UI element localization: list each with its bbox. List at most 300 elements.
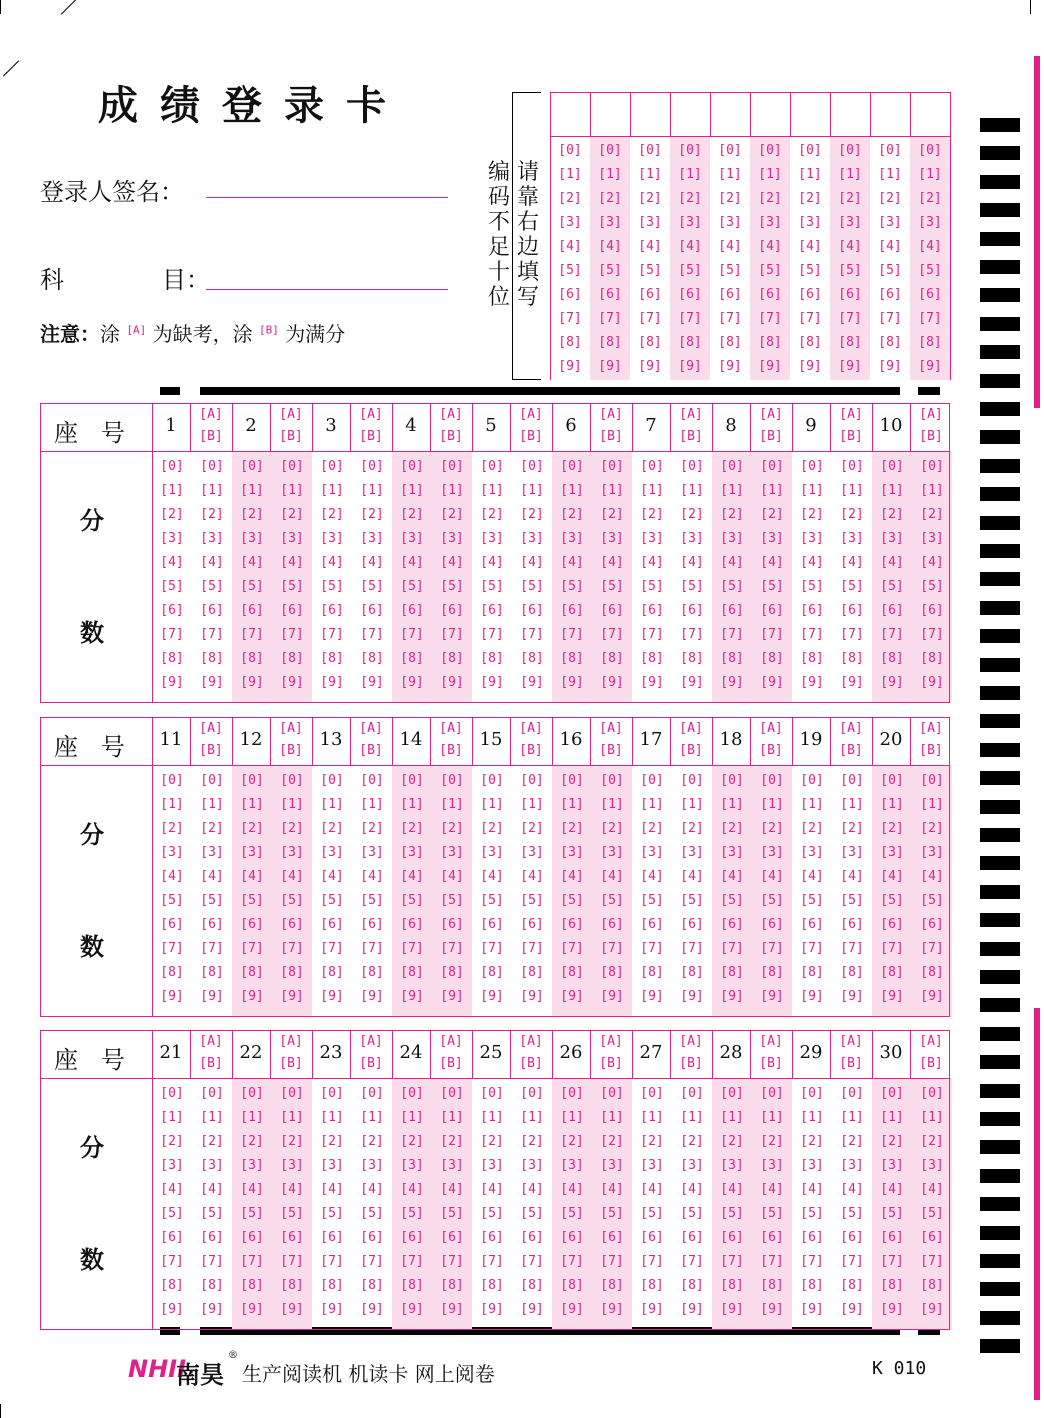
score-digit-bubble[interactable]: [1] [840, 483, 864, 498]
score-digit-bubble[interactable]: [6] [720, 603, 744, 618]
score-digit-bubble[interactable]: [9] [520, 989, 544, 1004]
score-digit-bubble[interactable]: [0] [280, 459, 304, 474]
code-bubble[interactable]: [7] [758, 311, 782, 326]
bubble-absent-a[interactable]: [A] [599, 407, 623, 422]
score-digit-bubble[interactable]: [9] [560, 1302, 584, 1317]
score-digit-bubble[interactable]: [6] [360, 1230, 384, 1245]
score-digit-bubble[interactable]: [3] [920, 531, 944, 546]
bubble-full-b[interactable]: [B] [279, 743, 303, 758]
score-digit-bubble[interactable]: [1] [680, 797, 704, 812]
score-digit-bubble[interactable]: [3] [520, 531, 544, 546]
bubble-full-b[interactable]: [B] [839, 1056, 863, 1071]
score-digit-bubble[interactable]: [0] [400, 1086, 424, 1101]
score-digit-bubble[interactable]: [9] [280, 675, 304, 690]
code-bubble[interactable]: [7] [798, 311, 822, 326]
code-bubble[interactable]: [8] [838, 335, 862, 350]
score-digit-bubble[interactable]: [0] [720, 773, 744, 788]
score-digit-bubble[interactable]: [3] [280, 1158, 304, 1173]
score-digit-bubble[interactable]: [6] [320, 1230, 344, 1245]
score-digit-bubble[interactable]: [8] [240, 651, 264, 666]
score-digit-bubble[interactable]: [4] [240, 1182, 264, 1197]
score-digit-bubble[interactable]: [5] [560, 1206, 584, 1221]
score-digit-bubble[interactable]: [4] [760, 1182, 784, 1197]
score-digit-bubble[interactable]: [6] [840, 603, 864, 618]
code-bubble[interactable]: [9] [758, 359, 782, 374]
score-digit-bubble[interactable]: [2] [760, 1134, 784, 1149]
code-bubble[interactable]: [4] [798, 239, 822, 254]
score-digit-bubble[interactable]: [3] [160, 1158, 184, 1173]
bubble-full-b[interactable]: [B] [359, 429, 383, 444]
score-digit-bubble[interactable]: [8] [560, 651, 584, 666]
code-bubble[interactable]: [9] [838, 359, 862, 374]
score-digit-bubble[interactable]: [5] [520, 893, 544, 908]
code-bubble[interactable]: [1] [878, 167, 902, 182]
score-digit-bubble[interactable]: [7] [760, 941, 784, 956]
score-digit-bubble[interactable]: [2] [800, 507, 824, 522]
score-digit-bubble[interactable]: [0] [840, 773, 864, 788]
score-digit-bubble[interactable]: [7] [880, 627, 904, 642]
score-digit-bubble[interactable]: [2] [520, 1134, 544, 1149]
score-digit-bubble[interactable]: [7] [640, 627, 664, 642]
score-digit-bubble[interactable]: [5] [440, 1206, 464, 1221]
score-digit-bubble[interactable]: [7] [200, 1254, 224, 1269]
score-digit-bubble[interactable]: [8] [200, 1278, 224, 1293]
bubble-absent-a[interactable]: [A] [279, 721, 303, 736]
score-digit-bubble[interactable]: [1] [640, 1110, 664, 1125]
score-digit-bubble[interactable]: [5] [440, 579, 464, 594]
score-digit-bubble[interactable]: [3] [400, 1158, 424, 1173]
score-digit-bubble[interactable]: [5] [480, 579, 504, 594]
code-bubble[interactable]: [4] [558, 239, 582, 254]
code-bubble[interactable]: [2] [598, 191, 622, 206]
code-bubble[interactable]: [2] [638, 191, 662, 206]
score-digit-bubble[interactable]: [9] [160, 989, 184, 1004]
score-digit-bubble[interactable]: [4] [320, 869, 344, 884]
score-digit-bubble[interactable]: [6] [920, 603, 944, 618]
score-digit-bubble[interactable]: [0] [720, 1086, 744, 1101]
score-digit-bubble[interactable]: [2] [480, 1134, 504, 1149]
bubble-full-b[interactable]: [B] [599, 1056, 623, 1071]
score-digit-bubble[interactable]: [3] [360, 1158, 384, 1173]
code-bubble[interactable]: [8] [718, 335, 742, 350]
score-digit-bubble[interactable]: [7] [600, 1254, 624, 1269]
score-digit-bubble[interactable]: [8] [600, 965, 624, 980]
score-digit-bubble[interactable]: [3] [200, 845, 224, 860]
score-digit-bubble[interactable]: [0] [680, 773, 704, 788]
score-digit-bubble[interactable]: [9] [320, 1302, 344, 1317]
code-bubble[interactable]: [7] [838, 311, 862, 326]
score-digit-bubble[interactable]: [0] [640, 459, 664, 474]
bubble-absent-a[interactable]: [A] [359, 1034, 383, 1049]
score-digit-bubble[interactable]: [7] [200, 627, 224, 642]
code-bubble[interactable]: [8] [758, 335, 782, 350]
score-digit-bubble[interactable]: [6] [360, 917, 384, 932]
score-digit-bubble[interactable]: [7] [160, 1254, 184, 1269]
score-digit-bubble[interactable]: [6] [640, 917, 664, 932]
score-digit-bubble[interactable]: [7] [360, 941, 384, 956]
score-digit-bubble[interactable]: [3] [600, 531, 624, 546]
score-digit-bubble[interactable]: [2] [560, 821, 584, 836]
score-digit-bubble[interactable]: [5] [240, 579, 264, 594]
score-digit-bubble[interactable]: [6] [560, 603, 584, 618]
score-digit-bubble[interactable]: [5] [920, 1206, 944, 1221]
score-digit-bubble[interactable]: [0] [840, 1086, 864, 1101]
score-digit-bubble[interactable]: [4] [640, 555, 664, 570]
score-digit-bubble[interactable]: [5] [760, 579, 784, 594]
score-digit-bubble[interactable]: [1] [880, 797, 904, 812]
score-digit-bubble[interactable]: [7] [720, 1254, 744, 1269]
score-digit-bubble[interactable]: [1] [920, 1110, 944, 1125]
score-digit-bubble[interactable]: [5] [280, 893, 304, 908]
score-digit-bubble[interactable]: [1] [560, 797, 584, 812]
score-digit-bubble[interactable]: [8] [640, 651, 664, 666]
score-digit-bubble[interactable]: [3] [520, 845, 544, 860]
score-digit-bubble[interactable]: [8] [280, 965, 304, 980]
score-digit-bubble[interactable]: [1] [600, 797, 624, 812]
score-digit-bubble[interactable]: [8] [720, 965, 744, 980]
score-digit-bubble[interactable]: [3] [640, 1158, 664, 1173]
score-digit-bubble[interactable]: [0] [360, 1086, 384, 1101]
score-digit-bubble[interactable]: [0] [880, 459, 904, 474]
score-digit-bubble[interactable]: [7] [800, 941, 824, 956]
score-digit-bubble[interactable]: [2] [680, 1134, 704, 1149]
score-digit-bubble[interactable]: [7] [160, 627, 184, 642]
code-write-box[interactable] [750, 92, 791, 137]
code-bubble[interactable]: [4] [678, 239, 702, 254]
code-bubble[interactable]: [2] [798, 191, 822, 206]
score-digit-bubble[interactable]: [7] [840, 627, 864, 642]
score-digit-bubble[interactable]: [1] [880, 1110, 904, 1125]
score-digit-bubble[interactable]: [9] [800, 675, 824, 690]
score-digit-bubble[interactable]: [6] [640, 1230, 664, 1245]
score-digit-bubble[interactable]: [1] [720, 797, 744, 812]
score-digit-bubble[interactable]: [1] [760, 797, 784, 812]
score-digit-bubble[interactable]: [3] [360, 531, 384, 546]
score-digit-bubble[interactable]: [6] [840, 1230, 864, 1245]
score-digit-bubble[interactable]: [3] [240, 1158, 264, 1173]
bubble-absent-a[interactable]: [A] [199, 407, 223, 422]
score-digit-bubble[interactable]: [7] [320, 941, 344, 956]
score-digit-bubble[interactable]: [3] [640, 845, 664, 860]
bubble-absent-a[interactable]: [A] [519, 407, 543, 422]
score-digit-bubble[interactable]: [3] [440, 1158, 464, 1173]
bubble-full-b[interactable]: [B] [599, 743, 623, 758]
code-write-box[interactable] [830, 92, 871, 137]
score-digit-bubble[interactable]: [4] [480, 1182, 504, 1197]
score-digit-bubble[interactable]: [9] [920, 675, 944, 690]
score-digit-bubble[interactable]: [7] [240, 627, 264, 642]
score-digit-bubble[interactable]: [8] [600, 651, 624, 666]
score-digit-bubble[interactable]: [6] [680, 917, 704, 932]
score-digit-bubble[interactable]: [8] [240, 1278, 264, 1293]
score-digit-bubble[interactable]: [9] [200, 675, 224, 690]
score-digit-bubble[interactable]: [3] [880, 1158, 904, 1173]
bubble-full-b[interactable]: [B] [759, 429, 783, 444]
score-digit-bubble[interactable]: [7] [280, 1254, 304, 1269]
score-digit-bubble[interactable]: [5] [640, 893, 664, 908]
score-digit-bubble[interactable]: [0] [480, 1086, 504, 1101]
score-digit-bubble[interactable]: [9] [360, 1302, 384, 1317]
score-digit-bubble[interactable]: [5] [880, 579, 904, 594]
score-digit-bubble[interactable]: [1] [480, 483, 504, 498]
score-digit-bubble[interactable]: [5] [880, 1206, 904, 1221]
score-digit-bubble[interactable]: [8] [640, 1278, 664, 1293]
score-digit-bubble[interactable]: [3] [320, 845, 344, 860]
score-digit-bubble[interactable]: [3] [800, 845, 824, 860]
score-digit-bubble[interactable]: [7] [400, 627, 424, 642]
bubble-absent-a[interactable]: [A] [199, 1034, 223, 1049]
code-bubble[interactable]: [7] [678, 311, 702, 326]
score-digit-bubble[interactable]: [0] [160, 773, 184, 788]
score-digit-bubble[interactable]: [5] [320, 1206, 344, 1221]
score-digit-bubble[interactable]: [2] [200, 1134, 224, 1149]
score-digit-bubble[interactable]: [3] [840, 531, 864, 546]
score-digit-bubble[interactable]: [1] [160, 797, 184, 812]
code-bubble[interactable]: [7] [878, 311, 902, 326]
code-bubble[interactable]: [3] [918, 215, 942, 230]
code-bubble[interactable]: [1] [838, 167, 862, 182]
score-digit-bubble[interactable]: [4] [760, 869, 784, 884]
score-digit-bubble[interactable]: [6] [920, 1230, 944, 1245]
score-digit-bubble[interactable]: [0] [440, 773, 464, 788]
score-digit-bubble[interactable]: [2] [360, 507, 384, 522]
score-digit-bubble[interactable]: [7] [600, 941, 624, 956]
score-digit-bubble[interactable]: [9] [160, 1302, 184, 1317]
score-digit-bubble[interactable]: [1] [360, 1110, 384, 1125]
score-digit-bubble[interactable]: [4] [160, 1182, 184, 1197]
score-digit-bubble[interactable]: [3] [680, 1158, 704, 1173]
score-digit-bubble[interactable]: [2] [560, 507, 584, 522]
score-digit-bubble[interactable]: [2] [720, 821, 744, 836]
score-digit-bubble[interactable]: [3] [640, 531, 664, 546]
score-digit-bubble[interactable]: [5] [480, 1206, 504, 1221]
score-digit-bubble[interactable]: [0] [360, 459, 384, 474]
score-digit-bubble[interactable]: [1] [360, 797, 384, 812]
score-digit-bubble[interactable]: [3] [440, 845, 464, 860]
score-digit-bubble[interactable]: [1] [840, 1110, 864, 1125]
score-digit-bubble[interactable]: [3] [840, 845, 864, 860]
code-bubble[interactable]: [7] [558, 311, 582, 326]
code-bubble[interactable]: [0] [878, 143, 902, 158]
score-digit-bubble[interactable]: [8] [280, 651, 304, 666]
score-digit-bubble[interactable]: [1] [200, 797, 224, 812]
code-bubble[interactable]: [0] [918, 143, 942, 158]
code-bubble[interactable]: [2] [918, 191, 942, 206]
score-digit-bubble[interactable]: [5] [440, 893, 464, 908]
score-digit-bubble[interactable]: [2] [720, 1134, 744, 1149]
score-digit-bubble[interactable]: [1] [440, 797, 464, 812]
score-digit-bubble[interactable]: [2] [680, 507, 704, 522]
score-digit-bubble[interactable]: [8] [840, 651, 864, 666]
code-write-box[interactable] [910, 92, 951, 137]
score-digit-bubble[interactable]: [1] [160, 483, 184, 498]
score-digit-bubble[interactable]: [5] [240, 893, 264, 908]
score-digit-bubble[interactable]: [1] [200, 1110, 224, 1125]
code-bubble[interactable]: [1] [798, 167, 822, 182]
score-digit-bubble[interactable]: [3] [600, 1158, 624, 1173]
score-digit-bubble[interactable]: [0] [560, 459, 584, 474]
score-digit-bubble[interactable]: [7] [920, 1254, 944, 1269]
score-digit-bubble[interactable]: [7] [560, 941, 584, 956]
score-digit-bubble[interactable]: [1] [240, 483, 264, 498]
score-digit-bubble[interactable]: [5] [160, 893, 184, 908]
score-digit-bubble[interactable]: [9] [760, 675, 784, 690]
score-digit-bubble[interactable]: [1] [520, 1110, 544, 1125]
score-digit-bubble[interactable]: [4] [840, 555, 864, 570]
score-digit-bubble[interactable]: [8] [360, 965, 384, 980]
score-digit-bubble[interactable]: [7] [760, 627, 784, 642]
code-bubble[interactable]: [4] [838, 239, 862, 254]
score-digit-bubble[interactable]: [2] [280, 1134, 304, 1149]
score-digit-bubble[interactable]: [8] [360, 651, 384, 666]
score-digit-bubble[interactable]: [6] [880, 917, 904, 932]
score-digit-bubble[interactable]: [2] [360, 1134, 384, 1149]
score-digit-bubble[interactable]: [9] [280, 989, 304, 1004]
score-digit-bubble[interactable]: [2] [400, 1134, 424, 1149]
score-digit-bubble[interactable]: [3] [280, 531, 304, 546]
code-bubble[interactable]: [0] [638, 143, 662, 158]
score-digit-bubble[interactable]: [4] [880, 555, 904, 570]
score-digit-bubble[interactable]: [6] [720, 917, 744, 932]
score-digit-bubble[interactable]: [0] [240, 773, 264, 788]
score-digit-bubble[interactable]: [8] [200, 965, 224, 980]
score-digit-bubble[interactable]: [7] [200, 941, 224, 956]
score-digit-bubble[interactable]: [8] [680, 1278, 704, 1293]
score-digit-bubble[interactable]: [2] [880, 1134, 904, 1149]
score-digit-bubble[interactable]: [4] [200, 555, 224, 570]
score-digit-bubble[interactable]: [0] [760, 459, 784, 474]
code-bubble[interactable]: [3] [678, 215, 702, 230]
score-digit-bubble[interactable]: [9] [400, 1302, 424, 1317]
score-digit-bubble[interactable]: [4] [280, 555, 304, 570]
score-digit-bubble[interactable]: [7] [400, 1254, 424, 1269]
score-digit-bubble[interactable]: [1] [400, 797, 424, 812]
score-digit-bubble[interactable]: [5] [720, 1206, 744, 1221]
bubble-absent-a[interactable]: [A] [439, 1034, 463, 1049]
score-digit-bubble[interactable]: [0] [560, 773, 584, 788]
score-digit-bubble[interactable]: [5] [800, 1206, 824, 1221]
bubble-absent-a[interactable]: [A] [919, 1034, 943, 1049]
code-bubble[interactable]: [8] [878, 335, 902, 350]
score-digit-bubble[interactable]: [1] [640, 483, 664, 498]
code-bubble[interactable]: [6] [558, 287, 582, 302]
score-digit-bubble[interactable]: [4] [800, 1182, 824, 1197]
score-digit-bubble[interactable]: [9] [240, 1302, 264, 1317]
score-digit-bubble[interactable]: [0] [240, 459, 264, 474]
code-bubble[interactable]: [7] [718, 311, 742, 326]
bubble-full-b[interactable]: [B] [759, 743, 783, 758]
score-digit-bubble[interactable]: [5] [400, 579, 424, 594]
score-digit-bubble[interactable]: [2] [240, 1134, 264, 1149]
score-digit-bubble[interactable]: [8] [720, 1278, 744, 1293]
score-digit-bubble[interactable]: [4] [680, 555, 704, 570]
score-digit-bubble[interactable]: [1] [480, 797, 504, 812]
score-digit-bubble[interactable]: [5] [400, 1206, 424, 1221]
code-bubble[interactable]: [1] [558, 167, 582, 182]
score-digit-bubble[interactable]: [8] [760, 965, 784, 980]
score-digit-bubble[interactable]: [7] [720, 627, 744, 642]
code-bubble[interactable]: [5] [798, 263, 822, 278]
code-bubble[interactable]: [0] [718, 143, 742, 158]
bubble-absent-a[interactable]: [A] [679, 1034, 703, 1049]
score-digit-bubble[interactable]: [5] [840, 1206, 864, 1221]
score-digit-bubble[interactable]: [3] [840, 1158, 864, 1173]
score-digit-bubble[interactable]: [7] [400, 941, 424, 956]
code-bubble[interactable]: [3] [758, 215, 782, 230]
score-digit-bubble[interactable]: [3] [760, 845, 784, 860]
score-digit-bubble[interactable]: [9] [280, 1302, 304, 1317]
score-digit-bubble[interactable]: [1] [400, 483, 424, 498]
score-digit-bubble[interactable]: [5] [160, 1206, 184, 1221]
score-digit-bubble[interactable]: [8] [480, 1278, 504, 1293]
code-bubble[interactable]: [6] [838, 287, 862, 302]
score-digit-bubble[interactable]: [1] [800, 797, 824, 812]
score-digit-bubble[interactable]: [7] [480, 1254, 504, 1269]
score-digit-bubble[interactable]: [5] [320, 893, 344, 908]
score-digit-bubble[interactable]: [4] [320, 1182, 344, 1197]
score-digit-bubble[interactable]: [8] [600, 1278, 624, 1293]
score-digit-bubble[interactable]: [8] [920, 1278, 944, 1293]
bubble-absent-a[interactable]: [A] [439, 721, 463, 736]
score-digit-bubble[interactable]: [5] [360, 579, 384, 594]
score-digit-bubble[interactable]: [9] [600, 675, 624, 690]
bubble-full-b[interactable]: [B] [519, 743, 543, 758]
score-digit-bubble[interactable]: [4] [560, 555, 584, 570]
score-digit-bubble[interactable]: [4] [560, 1182, 584, 1197]
score-digit-bubble[interactable]: [9] [560, 989, 584, 1004]
score-digit-bubble[interactable]: [0] [840, 459, 864, 474]
code-bubble[interactable]: [9] [598, 359, 622, 374]
score-digit-bubble[interactable]: [4] [720, 555, 744, 570]
score-digit-bubble[interactable]: [5] [320, 579, 344, 594]
score-digit-bubble[interactable]: [3] [320, 531, 344, 546]
score-digit-bubble[interactable]: [1] [360, 483, 384, 498]
score-digit-bubble[interactable]: [1] [440, 483, 464, 498]
bubble-absent-a[interactable]: [A] [679, 721, 703, 736]
score-digit-bubble[interactable]: [6] [800, 603, 824, 618]
score-digit-bubble[interactable]: [9] [320, 675, 344, 690]
score-digit-bubble[interactable]: [4] [640, 869, 664, 884]
score-digit-bubble[interactable]: [6] [200, 917, 224, 932]
score-digit-bubble[interactable]: [1] [560, 483, 584, 498]
score-digit-bubble[interactable]: [6] [600, 917, 624, 932]
bubble-full-b[interactable]: [B] [599, 429, 623, 444]
score-digit-bubble[interactable]: [4] [440, 555, 464, 570]
score-digit-bubble[interactable]: [1] [240, 1110, 264, 1125]
score-digit-bubble[interactable]: [0] [400, 773, 424, 788]
code-bubble[interactable]: [3] [558, 215, 582, 230]
code-bubble[interactable]: [0] [598, 143, 622, 158]
code-bubble[interactable]: [3] [718, 215, 742, 230]
bubble-absent-a[interactable]: [A] [759, 407, 783, 422]
score-digit-bubble[interactable]: [5] [680, 1206, 704, 1221]
score-digit-bubble[interactable]: [4] [600, 869, 624, 884]
score-digit-bubble[interactable]: [8] [360, 1278, 384, 1293]
score-digit-bubble[interactable]: [0] [760, 773, 784, 788]
score-digit-bubble[interactable]: [2] [200, 821, 224, 836]
score-digit-bubble[interactable]: [4] [240, 555, 264, 570]
code-bubble[interactable]: [4] [878, 239, 902, 254]
score-digit-bubble[interactable]: [5] [200, 579, 224, 594]
score-digit-bubble[interactable]: [8] [160, 965, 184, 980]
score-digit-bubble[interactable]: [2] [280, 821, 304, 836]
score-digit-bubble[interactable]: [7] [520, 941, 544, 956]
score-digit-bubble[interactable]: [6] [280, 1230, 304, 1245]
score-digit-bubble[interactable]: [0] [920, 773, 944, 788]
code-bubble[interactable]: [9] [678, 359, 702, 374]
score-digit-bubble[interactable]: [2] [600, 507, 624, 522]
score-digit-bubble[interactable]: [1] [520, 483, 544, 498]
